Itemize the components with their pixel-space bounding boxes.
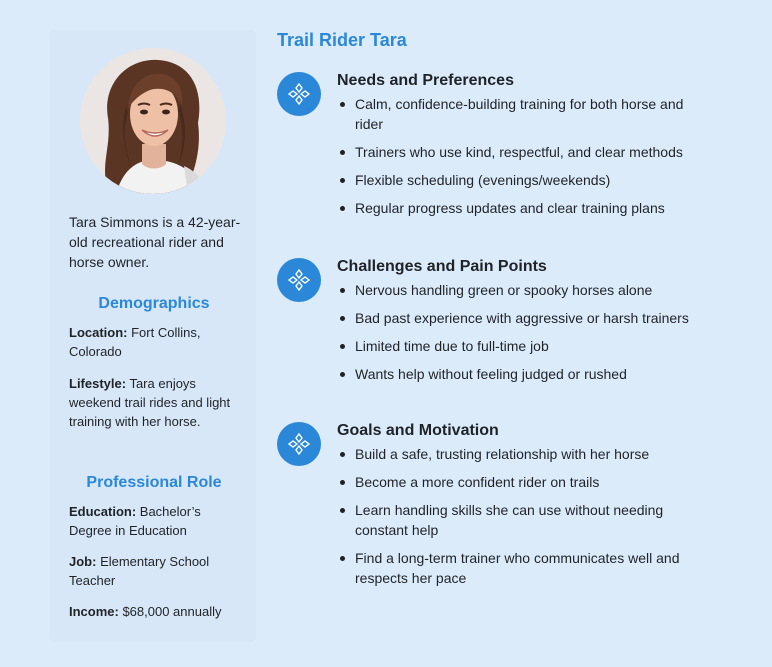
diamond-arrows-icon [277, 72, 321, 116]
list-item: Calm, confidence-building training for both horse and rider [337, 94, 707, 134]
lifestyle-label: Lifestyle: [69, 376, 127, 391]
education-field [69, 502, 239, 540]
list-item: Nervous handling green or spooky horses alone [337, 280, 707, 300]
list-item: Flexible scheduling (evenings/weekends) [337, 170, 707, 190]
list-item: Wants help without feeling judged or rushed [337, 364, 707, 384]
list-item: Bad past experience with aggressive or harsh trainers [337, 308, 707, 328]
education-value: Bachelor’s Degree in Education [69, 504, 201, 538]
list-item: Learn handling skills she can use without needing constant help [337, 500, 707, 540]
list-item: Become a more confident rider on trails [337, 472, 707, 492]
persona-title: Trail Rider Tara [277, 30, 407, 50]
list-item: Limited time due to full-time job [337, 336, 707, 356]
challenges-title: Challenges and Pain Points [337, 258, 547, 275]
lifestyle-field [69, 374, 239, 431]
location-field [69, 323, 239, 361]
professional-role-heading: Professional Role [86, 474, 222, 491]
demographics-heading: Demographics [98, 295, 210, 312]
challenges-list [337, 280, 707, 392]
diamond-arrows-icon [277, 258, 321, 302]
persona-intro: Tara Simmons is a 42-year-old recreational rider and horse owner. [69, 214, 241, 270]
needs-title: Needs and Preferences [337, 72, 514, 89]
needs-list [337, 94, 707, 226]
location-value: Fort Collins, Colorado [69, 325, 201, 359]
goals-title: Goals and Motivation [337, 422, 499, 439]
diamond-arrows-icon [277, 422, 321, 466]
list-item: Regular progress updates and clear training plans [337, 198, 707, 218]
lifestyle-value: Tara enjoys weekend trail rides and light training with her horse. [69, 376, 231, 429]
goals-list [337, 444, 707, 596]
income-value: $68,000 annually [118, 604, 222, 619]
list-item: Find a long-term trainer who communicates well and respects her pace [337, 548, 707, 588]
education-label: Education: [69, 504, 137, 519]
income-label: Income: [69, 604, 119, 619]
location-label: Location: [69, 325, 128, 340]
job-field [69, 552, 239, 590]
list-item: Build a safe, trusting relationship with her horse [337, 444, 707, 464]
income-field [69, 602, 239, 621]
list-item: Trainers who use kind, respectful, and clear methods [337, 142, 707, 162]
avatar [80, 48, 226, 194]
job-value: Elementary School Teacher [69, 554, 210, 588]
job-label: Job: [69, 554, 97, 569]
